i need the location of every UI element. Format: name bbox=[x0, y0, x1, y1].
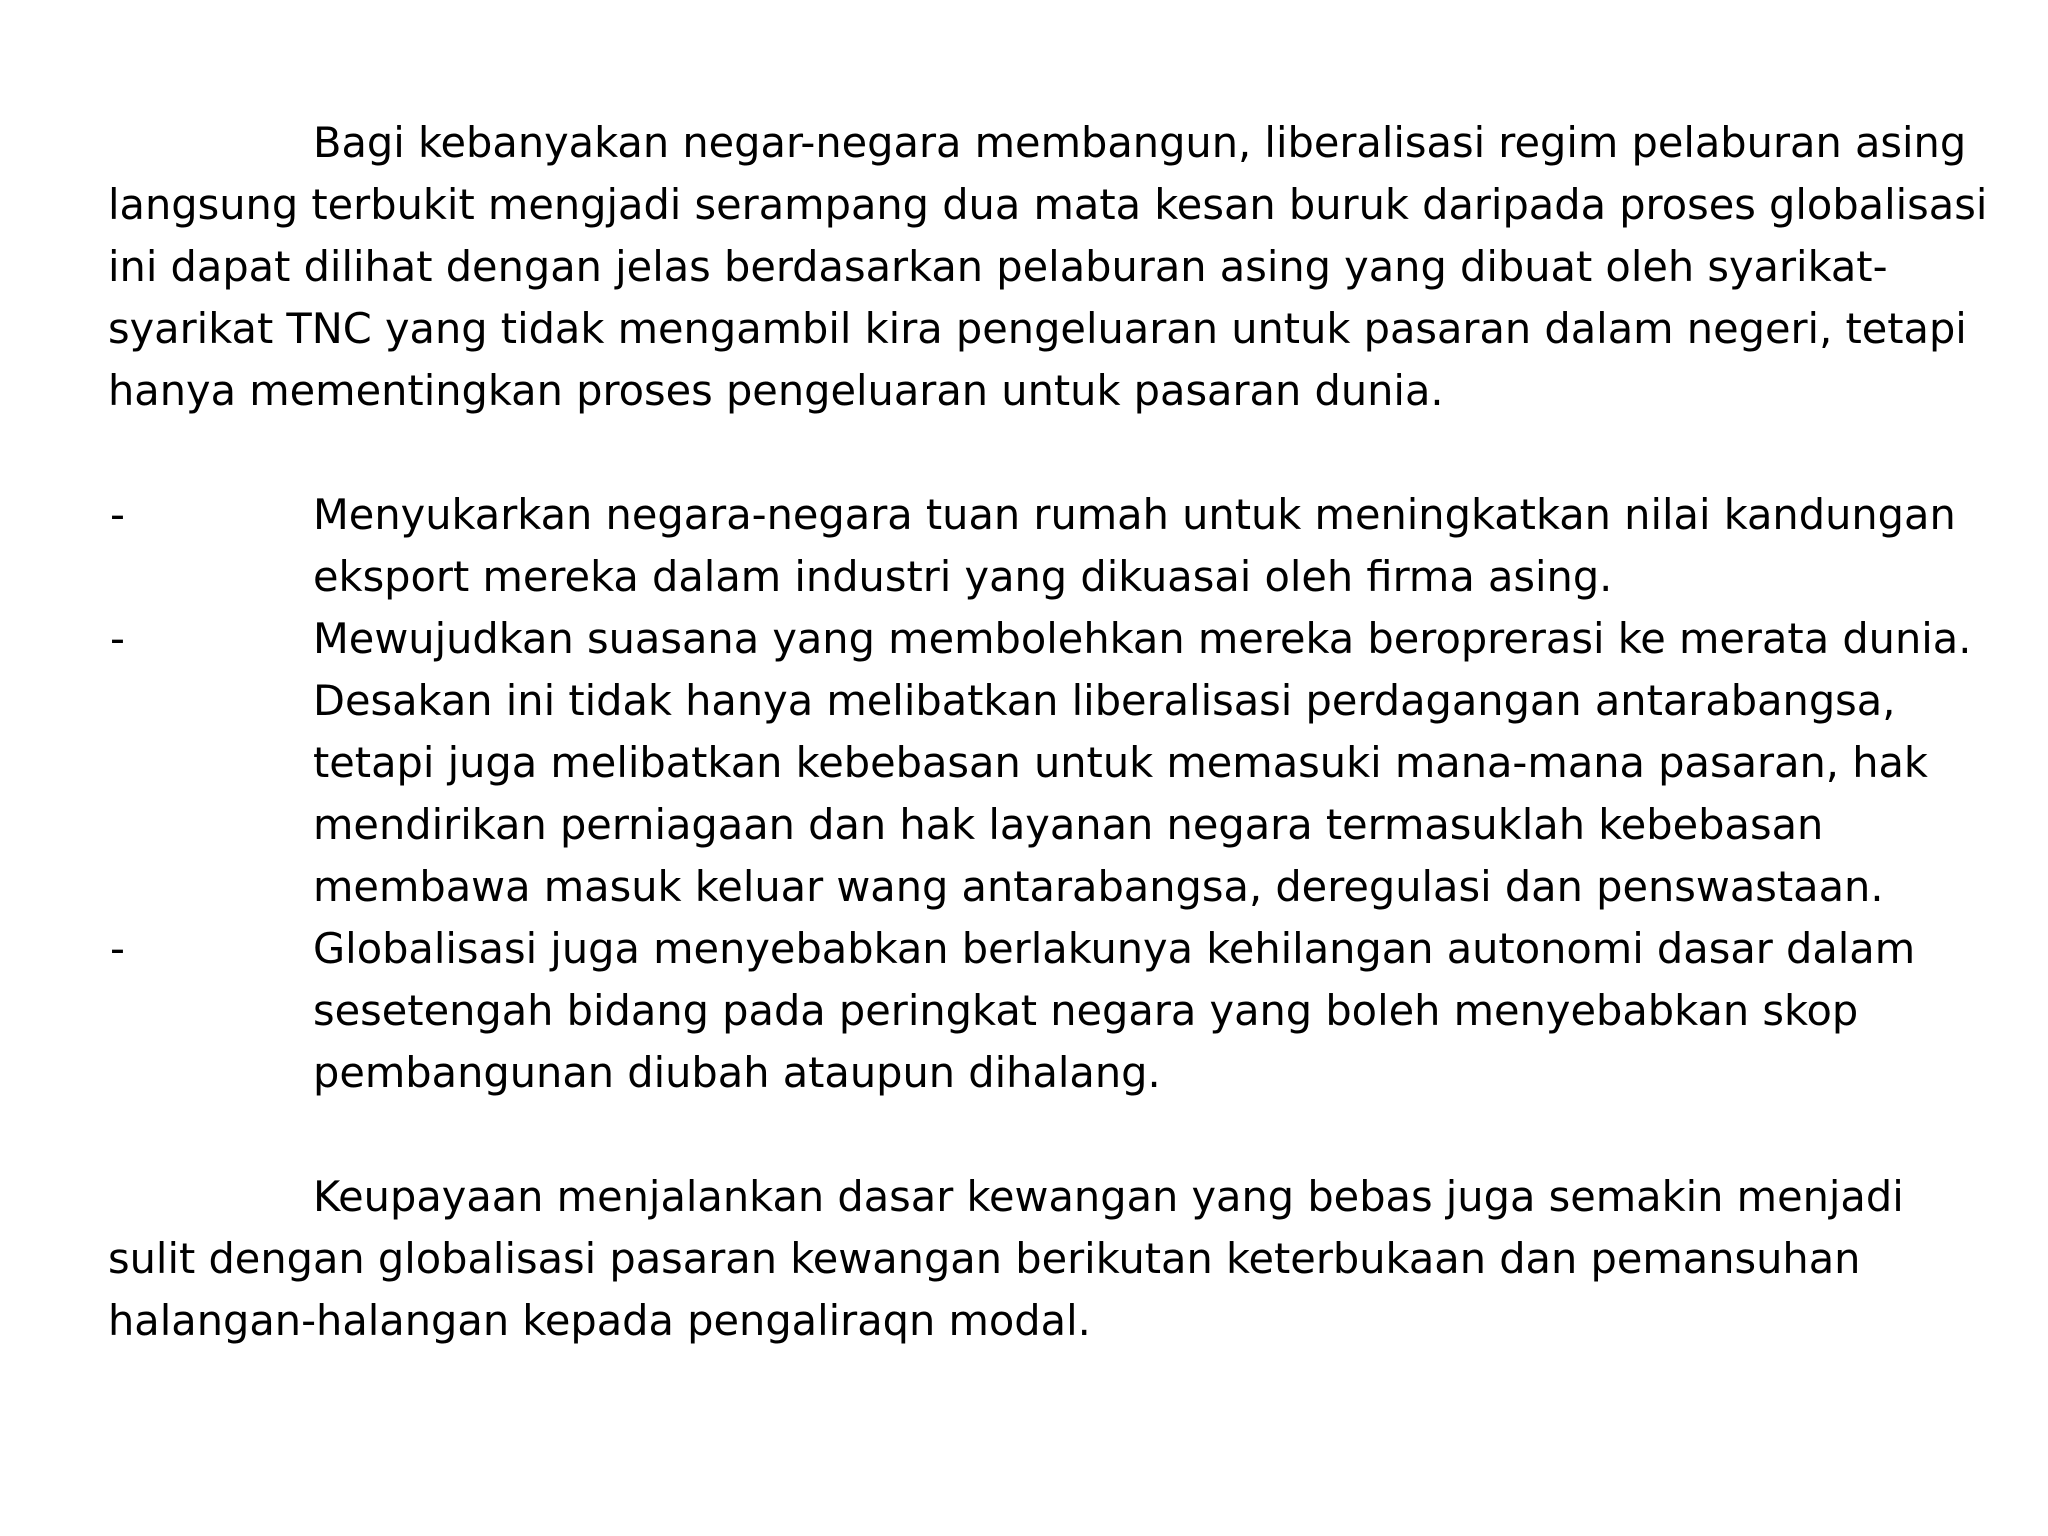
bullet-text: Menyukarkan negara-negara tuan rumah untuk meningkatkan nilai kandungan eksport mereka dalam industri yang dikuasai oleh firma asing. bbox=[313, 490, 1956, 601]
slide-text-body bbox=[108, 112, 1988, 1352]
closing-paragraph bbox=[108, 1166, 1988, 1352]
bullet-text: Mewujudkan suasana yang membolehkan mereka beroprerasi ke merata dunia. Desakan ini tidak hanya melibatkan liberalisasi perdagangan antarabangsa, tetapi juga melibatkan kebebasan untuk memasuki mana-mana pasaran, hak mendirikan perniagaan dan hak layanan negara termasuklah kebebasan membawa masuk keluar wang antarabangsa, deregulasi dan penswastaan. bbox=[313, 614, 1972, 911]
list-item bbox=[108, 918, 1988, 1104]
bullet-text: Globalisasi juga menyebabkan berlakunya kehilangan autonomi dasar dalam sesetengah bidang pada peringkat negara yang boleh menyebabkan skop pembangunan diubah ataupun dihalang. bbox=[313, 924, 1916, 1097]
intro-paragraph bbox=[108, 112, 1988, 422]
intro-paragraph-text: Bagi kebanyakan negar-negara membangun, liberalisasi regim pelaburan asing langsung terbukit mengjadi serampang dua mata kesan buruk daripada proses globalisasi ini dapat dilihat dengan jelas berdasarkan pelaburan asing yang dibuat oleh syarikat-syarikat TNC yang tidak mengambil kira pengeluaran untuk pasaran dalam negeri, tetapi hanya mementingkan proses pengeluaran untuk pasaran dunia. bbox=[108, 118, 1988, 415]
bullet-dash: - bbox=[110, 490, 125, 539]
bullet-dash: - bbox=[110, 924, 125, 973]
bullet-list bbox=[108, 484, 1988, 1104]
list-item bbox=[108, 608, 1988, 918]
paragraph-spacer bbox=[108, 1104, 1988, 1166]
closing-paragraph-text: Keupayaan menjalankan dasar kewangan yang bebas juga semakin menjadi sulit dengan globalisasi pasaran kewangan berikutan keterbukaan dan pemansuhan halangan-halangan kepada pengaliraqn modal. bbox=[108, 1172, 1904, 1345]
list-item bbox=[108, 484, 1988, 608]
bullet-dash: - bbox=[110, 614, 125, 663]
paragraph-spacer bbox=[108, 422, 1988, 484]
